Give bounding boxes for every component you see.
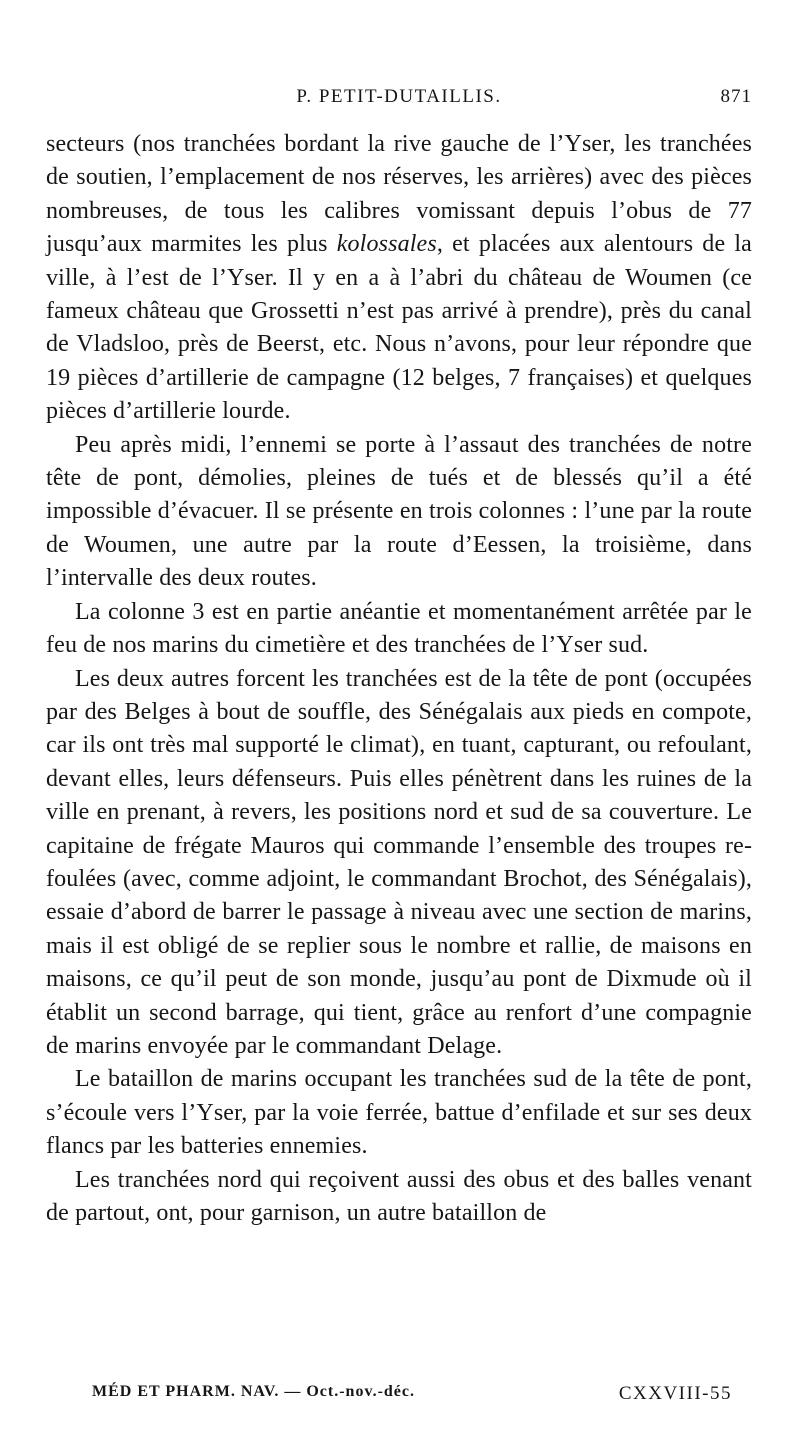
body-text: [46, 128, 752, 1230]
running-title: P. PETIT-DUTAILLIS.: [296, 86, 502, 107]
page-footer: [92, 1383, 732, 1413]
page-number: 871: [720, 86, 752, 107]
paragraph: Le bataillon de marins occupant les tranchées sud de la tête de pont, s’écoule vers l’Yser, par la voie ferrée, battue d’enfilade et sur ses deux flancs par les batteries ennemies.: [46, 1066, 752, 1160]
paragraph: La colonne 3 est en partie anéantie et momentanément arrêtée par le feu de nos marins du cimetière et des tranchées de l’Yser sud.: [46, 598, 752, 659]
footer-journal-info: MÉD ET PHARM. NAV. — Oct.-nov.-déc.: [92, 1383, 415, 1400]
paragraph: Les tranchées nord qui reçoivent aussi des obus et des balles venant de partout, ont, pour garnison, un autre bataillon de: [46, 1166, 752, 1226]
footer-signature-mark: CXXVIII-55: [618, 1383, 732, 1404]
paragraph: Peu après midi, l’ennemi se porte à l’assaut des tranchées de notre tête de pont, démolies, pleines de tués et de blessés qu’il a été impossible d’évacuer. Il se présente en trois colonnes : l’une par la route de Woumen, une autre par la route d’Eessen, la troisième, dans l’intervalle des deux routes.: [46, 431, 752, 592]
paragraph: secteurs (nos tranchées bordant la rive gauche de l’Yser, les tranchées de soutien, l’emplacement de nos réserves, les arrières) avec des pièces nombreuses, de tous les calibres vomissant depuis l’obus de 77 jusqu’aux marmites les plus kolossales, et placées aux alentours de la ville, à l’est de l’Yser. Il y en a à l’abri du château de Woumen (ce fameux château que Grossetti n’est pas arrivé à prendre), près du canal de Vladsloo, près de Beerst, etc. Nous n’avons, pour leur répondre que 19 pièces d’artillerie de campagne (12 belges, 7 françaises) et quelques pièces d’artillerie lourde.: [46, 131, 752, 425]
paragraph: Les deux autres forcent les tranchées est de la tête de pont (occupées par des Belges à bout de souffle, des Sénégalais aux pieds en compote, car ils ont très mal supporté le climat), en tuant, capturant, ou refoulant, devant elles, leurs défenseurs. Puis elles pénètrent dans les ruines de la ville en prenant, à revers, les positions nord et sud de sa couverture. Le capitaine de frégate Mauros qui commande l’ensemble des troupes refoulées (avec, comme adjoint, le commandant Brochot, des Sénégalais), essaie d’abord de barrer le passage à niveau avec une section de marins, mais il est obligé de se replier sous le nombre et rallie, de maisons en maisons, ce qu’il peut de son monde, jusqu’au pont de Dixmude où il établit un second barrage, qui tient, grâce au renfort d’une compagnie de marins envoyée par le commandant Delage.: [46, 665, 752, 1059]
running-head: [46, 86, 752, 116]
